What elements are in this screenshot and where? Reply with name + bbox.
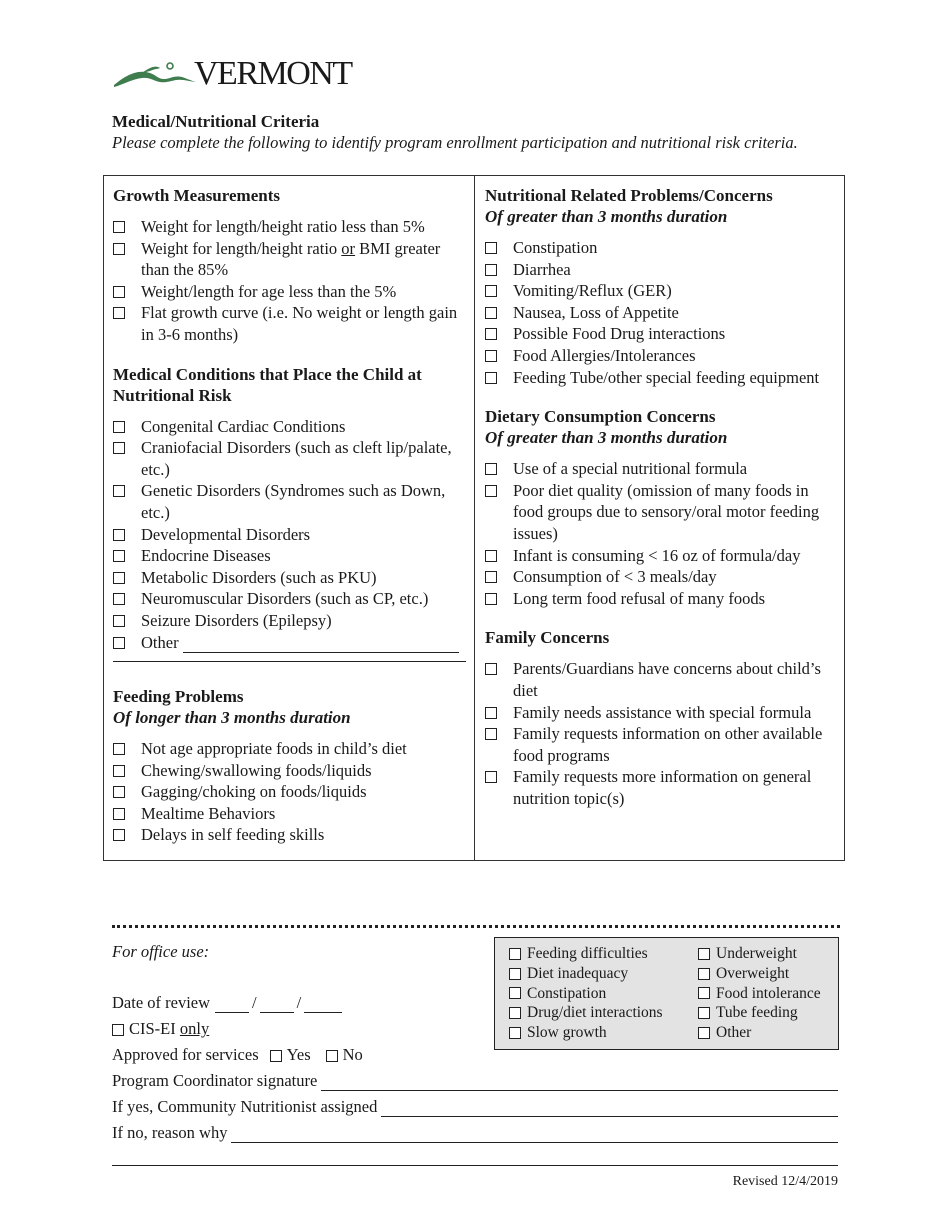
item-label: Consumption of < 3 meals/day <box>513 567 717 587</box>
checkbox[interactable] <box>485 307 497 319</box>
item-label: Family requests information on other available food programs <box>513 724 823 765</box>
checkbox[interactable] <box>485 728 497 740</box>
growth-section-title: Growth Measurements <box>113 186 280 205</box>
dietary-list <box>485 458 836 609</box>
item-text: BMI greater than the 85% <box>141 238 441 280</box>
checkbox[interactable] <box>485 663 497 675</box>
item-label: Feeding difficulties <box>527 945 648 962</box>
checkbox[interactable] <box>113 593 125 605</box>
list-item <box>485 259 836 281</box>
date-month-input[interactable] <box>215 998 249 1013</box>
item-label: Feeding Tube/other special feeding equipment <box>513 367 820 387</box>
yes-checkbox[interactable] <box>270 1050 282 1062</box>
list-item <box>113 760 466 782</box>
list-item <box>509 944 698 964</box>
item-label: Seizure Disorders (Epilepsy) <box>141 610 332 630</box>
office-use-label: For office use: <box>112 942 210 961</box>
no-checkbox[interactable] <box>326 1050 338 1062</box>
checkbox[interactable] <box>113 421 125 433</box>
coordinator-label: Program Coordinator signature <box>112 1071 318 1090</box>
item-label: Nausea, Loss of Appetite <box>513 302 679 322</box>
medical-section-title: Medical Conditions that Place the Child at Nutritional Risk <box>113 364 422 405</box>
item-label: Food Allergies/Intolerances <box>513 345 696 365</box>
checkbox[interactable] <box>698 1027 710 1039</box>
item-label <box>141 238 466 281</box>
list-item <box>698 944 821 964</box>
item-label: Other <box>716 1024 752 1042</box>
checkbox[interactable] <box>485 372 497 384</box>
page-title: Medical/Nutritional Criteria <box>112 112 320 131</box>
list-item <box>509 984 698 1004</box>
list-item <box>485 545 836 567</box>
item-label: Weight/length for age less than the 5% <box>141 281 397 301</box>
checkbox[interactable] <box>485 328 497 340</box>
item-label: Constipation <box>527 984 607 1002</box>
checkbox[interactable] <box>485 485 497 497</box>
checkbox[interactable] <box>113 286 125 298</box>
item-label: Family requests more information on general nutrition topic(s) <box>513 767 812 808</box>
checkbox[interactable] <box>698 1007 710 1019</box>
checkbox[interactable] <box>113 442 125 454</box>
list-item <box>485 566 836 588</box>
item-label: Use of a special nutritional formula <box>513 459 748 479</box>
list-item <box>113 437 466 480</box>
item-label: Neuromuscular Disorders (such as CP, etc.) <box>141 589 429 609</box>
nutritional-section-title: Nutritional Related Problems/Concerns <box>485 186 773 205</box>
list-item <box>485 723 836 766</box>
family-list <box>485 658 836 809</box>
dietary-section-header <box>485 406 836 448</box>
item-label: Chewing/swallowing foods/liquids <box>141 760 372 780</box>
vermont-logo <box>112 55 352 92</box>
checkbox[interactable] <box>485 285 497 297</box>
date-of-review-row <box>112 993 342 1013</box>
list-item <box>113 238 466 281</box>
list-item <box>485 302 836 324</box>
list-item <box>485 323 836 345</box>
feeding-section-title: Feeding Problems <box>113 687 244 707</box>
item-label: Slow growth <box>527 1024 607 1042</box>
office-criteria-box <box>494 937 839 1050</box>
checkbox[interactable] <box>113 485 125 497</box>
date-separator: / <box>296 993 302 1012</box>
list-item <box>113 610 466 632</box>
checkbox[interactable] <box>113 786 125 798</box>
item-label: Craniofacial Disorders (such as cleft lip/palate, etc.) <box>141 438 452 479</box>
family-section-title: Family Concerns <box>485 628 610 648</box>
list-item <box>113 524 466 546</box>
checkbox[interactable] <box>485 550 497 562</box>
list-item <box>113 632 466 654</box>
checkbox[interactable] <box>509 1007 521 1019</box>
item-label: Long term food refusal of many foods <box>513 588 766 608</box>
other-continuation-line[interactable] <box>113 653 466 662</box>
list-item <box>485 237 836 259</box>
list-item <box>485 480 836 545</box>
item-label: Diet inadequacy <box>527 964 629 982</box>
item-label: Food intolerance <box>716 984 821 1002</box>
other-label: Other <box>141 632 179 652</box>
checkbox[interactable] <box>485 350 497 362</box>
coordinator-row <box>112 1071 838 1091</box>
logo-wordmark: VERMONT <box>194 55 352 92</box>
item-label: Overweight <box>716 964 790 982</box>
item-label: Poor diet quality (omission of many foods in food groups due to sensory/oral motor feeding issues) <box>513 480 820 543</box>
checkbox[interactable] <box>509 968 521 980</box>
list-item <box>113 480 466 523</box>
list-item <box>113 216 466 238</box>
checkbox[interactable] <box>113 550 125 562</box>
item-label: Congenital Cardiac Conditions <box>141 416 346 436</box>
office-box-column-2 <box>698 944 821 1049</box>
list-item <box>113 545 466 567</box>
item-label: Flat growth curve (i.e. No weight or length gain in 3-6 months) <box>141 303 458 344</box>
checkbox[interactable] <box>113 808 125 820</box>
approved-label: Approved for services <box>112 1045 259 1064</box>
cis-ei-only: only <box>179 1019 210 1038</box>
coordinator-signature-input[interactable] <box>321 1076 838 1091</box>
underlined-or: or <box>341 238 356 258</box>
nutritional-section-subtitle: Of greater than 3 months duration <box>485 207 728 226</box>
checkbox[interactable] <box>485 707 497 719</box>
reason-label: If no, reason why <box>112 1123 228 1142</box>
date-separator: / <box>252 993 257 1012</box>
item-label: Possible Food Drug interactions <box>513 324 726 344</box>
dietary-section-subtitle: Of greater than 3 months duration <box>485 428 728 448</box>
dietary-section-title: Dietary Consumption Concerns <box>485 407 716 427</box>
nutritional-list <box>485 237 836 388</box>
list-item <box>485 588 836 610</box>
list-item <box>113 803 466 825</box>
item-label: Parents/Guardians have concerns about child’s diet <box>513 659 821 700</box>
checkbox[interactable] <box>509 948 521 960</box>
no-label: No <box>342 1045 363 1064</box>
checkbox[interactable] <box>485 242 497 254</box>
item-label: Metabolic Disorders (such as PKU) <box>141 567 377 587</box>
list-item <box>485 702 836 724</box>
medical-list <box>113 416 466 654</box>
family-section-header <box>485 627 836 648</box>
feeding-section-header <box>113 686 466 728</box>
date-label: Date of review <box>112 993 211 1012</box>
checkbox[interactable] <box>485 593 497 605</box>
list-item <box>485 345 836 367</box>
checkbox[interactable] <box>698 968 710 980</box>
growth-section-header <box>113 185 466 206</box>
list-item <box>698 984 821 1004</box>
item-label: Drug/diet interactions <box>527 1004 663 1022</box>
list-item <box>698 1023 821 1043</box>
nutritionist-label: If yes, Community Nutritionist assigned <box>112 1097 378 1116</box>
reason-row <box>112 1123 838 1143</box>
item-label: Constipation <box>513 238 598 257</box>
checkbox[interactable] <box>113 221 125 233</box>
checkbox[interactable] <box>485 771 497 783</box>
item-label: Genetic Disorders (Syndromes such as Down, etc.) <box>141 481 446 522</box>
list-item <box>485 280 836 302</box>
list-item <box>113 738 466 760</box>
nutritionist-input[interactable] <box>381 1102 838 1117</box>
criteria-table <box>103 175 845 861</box>
list-item <box>509 1003 698 1023</box>
checkbox[interactable] <box>113 243 125 255</box>
list-item <box>113 567 466 589</box>
date-day-input[interactable] <box>260 998 294 1013</box>
cis-ei-row <box>112 1019 209 1039</box>
list-item <box>509 964 698 984</box>
checkbox[interactable] <box>113 765 125 777</box>
yes-label: Yes <box>286 1045 311 1064</box>
nutritional-section-header <box>485 185 836 227</box>
checkbox[interactable] <box>509 987 521 999</box>
checkbox[interactable] <box>113 637 125 649</box>
item-label: Family needs assistance with special formula <box>513 702 812 722</box>
item-label: Diarrhea <box>513 259 571 279</box>
list-item <box>113 416 466 438</box>
item-label: Delays in self feeding skills <box>141 825 325 845</box>
checkbox[interactable] <box>113 529 125 541</box>
date-year-input[interactable] <box>304 998 342 1013</box>
checkbox[interactable] <box>509 1027 521 1039</box>
revised-date: Revised 12/4/2019 <box>732 1174 838 1189</box>
item-label: Vomiting/Reflux (GER) <box>513 281 672 301</box>
criteria-left-column <box>104 176 475 860</box>
checkbox[interactable] <box>485 571 497 583</box>
list-item <box>698 1003 821 1023</box>
list-item <box>485 658 836 701</box>
reason-input[interactable] <box>231 1128 838 1143</box>
item-label <box>141 632 466 654</box>
list-item <box>509 1023 698 1043</box>
item-label: Weight for length/height ratio less than 5% <box>141 217 425 236</box>
other-input[interactable] <box>183 636 459 653</box>
list-item <box>113 824 466 846</box>
dotted-separator <box>112 925 840 928</box>
list-item <box>113 281 466 303</box>
item-label: Mealtime Behaviors <box>141 803 276 823</box>
list-item <box>485 458 836 480</box>
item-label: Tube feeding <box>716 1004 798 1022</box>
item-label: Developmental Disorders <box>141 524 311 544</box>
checkbox[interactable] <box>698 987 710 999</box>
growth-list <box>113 216 466 346</box>
checkbox[interactable] <box>113 572 125 584</box>
cis-ei-label: CIS-EI <box>129 1019 176 1038</box>
checkbox[interactable] <box>113 743 125 755</box>
item-text: Weight for length/height ratio <box>141 238 342 258</box>
list-item <box>698 964 821 984</box>
nutritionist-row <box>112 1097 838 1117</box>
page-subtitle: Please complete the following to identify program enrollment participation and nutritional risk criteria. <box>112 133 798 152</box>
item-label: Underweight <box>716 945 797 962</box>
office-box-column-1 <box>509 944 698 1049</box>
checkbox[interactable] <box>113 307 125 319</box>
bottom-divider <box>112 1165 838 1166</box>
item-label: Gagging/choking on foods/liquids <box>141 782 367 802</box>
list-item <box>113 588 466 610</box>
item-label: Infant is consuming < 16 oz of formula/day <box>513 545 801 565</box>
checkbox[interactable] <box>485 463 497 475</box>
checkbox[interactable] <box>113 829 125 841</box>
list-item <box>113 302 466 345</box>
cis-ei-checkbox[interactable] <box>112 1024 124 1036</box>
list-item <box>113 781 466 803</box>
checkbox[interactable] <box>485 264 497 276</box>
mountain-logo-icon <box>112 59 196 89</box>
checkbox[interactable] <box>698 948 710 960</box>
list-item <box>485 367 836 389</box>
feeding-list <box>113 738 466 846</box>
item-label: Endocrine Diseases <box>141 546 271 566</box>
list-item <box>485 766 836 809</box>
criteria-right-column <box>475 176 844 860</box>
checkbox[interactable] <box>113 615 125 627</box>
item-label: Not age appropriate foods in child’s diet <box>141 739 407 759</box>
approved-row <box>112 1045 363 1065</box>
feeding-section-subtitle: Of longer than 3 months duration <box>113 708 351 728</box>
medical-section-header <box>113 364 466 406</box>
